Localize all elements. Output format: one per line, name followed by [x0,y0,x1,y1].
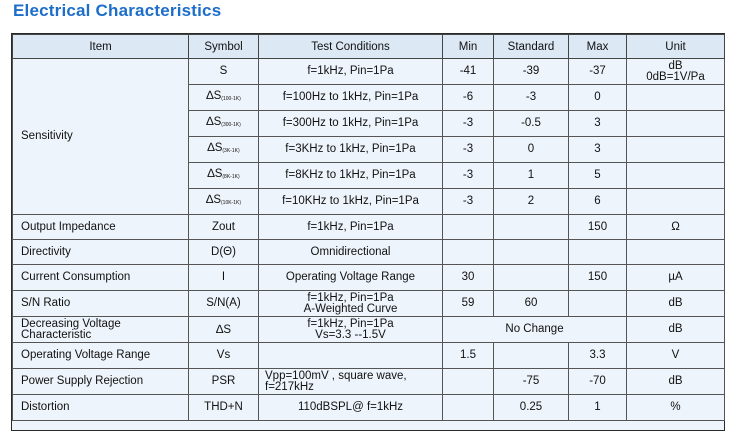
max-cell: 150 [569,265,627,291]
table-row [13,317,725,343]
max-cell: -70 [569,369,627,395]
max-cell: -37 [569,59,627,85]
symbol-cell: $\Delta S_{(10K-1K)}$ [189,189,259,215]
col-header-min: Min [443,35,494,59]
unit-reference: 0dB=1V/Pa [646,70,705,83]
min-cell: -3 [443,111,494,137]
min-cell [443,369,494,395]
delta-icon: ∆ [205,192,214,206]
electrical-characteristics-table [12,34,725,421]
col-header-standard: Standard [494,35,569,59]
condition-line: f=1kHz, Pin=1Pa [307,291,394,304]
item-cell: Output Impedance [13,215,189,240]
standard-cell: -3 [494,85,569,111]
max-cell [569,291,627,317]
max-cell: 3 [569,111,627,137]
col-header-item: Item [13,35,189,59]
item-cell: Distortion [13,395,189,421]
item-cell: S/N Ratio [13,291,189,317]
min-cell [443,215,494,240]
condition-line: Vpp=100mV , square wave, [265,369,407,382]
min-cell: 59 [443,291,494,317]
delta-icon: ∆ [206,114,214,128]
table-row [13,291,725,317]
standard-cell: 60 [494,291,569,317]
symbol-cell [189,317,259,343]
condition-line: Vs=3.3 --1.5V [315,328,386,341]
delta-icon: ∆ [207,166,215,180]
condition-cell: f=8KHz to 1kHz, Pin=1Pa [259,163,443,189]
merged-value-cell: No Change [443,317,627,343]
standard-cell [494,265,569,291]
symbol-subscript: (100-1K) [221,96,241,102]
unit-cell [627,163,725,189]
item-cell: Sensitivity [13,59,189,215]
condition-cell: 110dBSPL@ f=1kHz [259,395,443,421]
max-cell [569,240,627,265]
standard-cell: -75 [494,369,569,395]
condition-cell: Operating Voltage Range [259,265,443,291]
min-cell: 30 [443,265,494,291]
delta-icon: ∆ [207,140,215,154]
unit-cell [627,111,725,137]
max-cell: 1 [569,395,627,421]
item-cell: Directivity [13,240,189,265]
unit-cell: dB [627,291,725,317]
max-cell: 5 [569,163,627,189]
unit-cell: dB [627,369,725,395]
col-header-test-conditions: Test Conditions [259,35,443,59]
header-row [13,35,725,59]
min-cell: -6 [443,85,494,111]
symbol-cell: S/N(A) [189,291,259,317]
min-cell: -41 [443,59,494,85]
spec-table-container [11,33,725,431]
symbol-cell: THD+N [189,395,259,421]
standard-cell [494,343,569,369]
condition-cell: f=300Hz to 1kHz, Pin=1Pa [259,111,443,137]
symbol-cell: $\Delta S_{(3K-1K)}$ [189,137,259,163]
symbol-cell: Vs [189,343,259,369]
max-cell: 0 [569,85,627,111]
condition-cell: f=1kHz, Pin=1Pa [259,215,443,240]
table-row [13,215,725,240]
standard-cell: 1 [494,163,569,189]
condition-cell [259,343,443,369]
symbol-cell: $\Delta S_{(8K-1K)}$ [189,163,259,189]
symbol-cell: Zout [189,215,259,240]
min-cell: -3 [443,189,494,215]
symbol-cell: S [189,59,259,85]
symbol-subscript: (10K-1K) [221,200,242,206]
standard-cell: 2 [494,189,569,215]
max-cell: 3 [569,137,627,163]
col-header-max: Max [569,35,627,59]
condition-cell [259,369,443,395]
item-cell: Power Supply Rejection [13,369,189,395]
col-header-unit: Unit [627,35,725,59]
table-row [13,369,725,395]
symbol-subscript: (3K-1K) [222,148,240,154]
condition-cell: f=100Hz to 1kHz, Pin=1Pa [259,85,443,111]
condition-line: A-Weighted Curve [303,302,398,315]
standard-cell: -0.5 [494,111,569,137]
item-cell: Operating Voltage Range [13,343,189,369]
condition-line: f=1kHz, Pin=1Pa [307,317,394,330]
unit-cell: dB [627,317,725,343]
symbol-cell: PSR [189,369,259,395]
symbol-subscript: (300-1K) [221,122,241,128]
item-cell: Decreasing Voltage Characteristic [13,317,189,343]
condition-cell: f=3KHz to 1kHz, Pin=1Pa [259,137,443,163]
min-cell: -3 [443,163,494,189]
max-cell: 150 [569,215,627,240]
unit-cell: V [627,343,725,369]
condition-cell: f=10KHz to 1kHz, Pin=1Pa [259,189,443,215]
unit-cell: Ω [627,215,725,240]
symbol-cell: $\Delta S_{(100-1K)}$ [189,85,259,111]
unit-cell: % [627,395,725,421]
item-cell: Current Consumption [13,265,189,291]
symbol-text: S [223,323,231,336]
col-header-symbol: Symbol [189,35,259,59]
standard-cell [494,240,569,265]
unit-cell [627,59,725,85]
min-cell [443,395,494,421]
unit-text: dB [668,59,683,72]
table-row [13,395,725,421]
max-cell: 6 [569,189,627,215]
standard-cell: 0 [494,137,569,163]
delta-icon: ∆ [215,321,224,336]
unit-cell [627,137,725,163]
symbol-cell: $\Delta S_{(300-1K)}$ [189,111,259,137]
condition-cell [259,317,443,343]
table-row [13,240,725,265]
page-title: Electrical Characteristics [13,1,222,20]
delta-icon: ∆ [206,88,214,102]
unit-cell [627,85,725,111]
table-row [13,265,725,291]
unit-cell [627,240,725,265]
standard-cell: 0.25 [494,395,569,421]
table-row [13,59,725,85]
table-row [13,343,725,369]
max-cell: 3.3 [569,343,627,369]
standard-cell: -39 [494,59,569,85]
unit-cell: µA [627,265,725,291]
symbol-subscript: (8K-1K) [222,174,240,180]
min-cell: 1.5 [443,343,494,369]
condition-line: f=217kHz [265,380,314,393]
symbol-cell: I [189,265,259,291]
standard-cell [494,215,569,240]
min-cell: -3 [443,137,494,163]
unit-cell [627,189,725,215]
condition-cell: Omnidirectional [259,240,443,265]
condition-cell [259,291,443,317]
symbol-cell: D(Θ) [189,240,259,265]
min-cell [443,240,494,265]
condition-cell: f=1kHz, Pin=1Pa [259,59,443,85]
